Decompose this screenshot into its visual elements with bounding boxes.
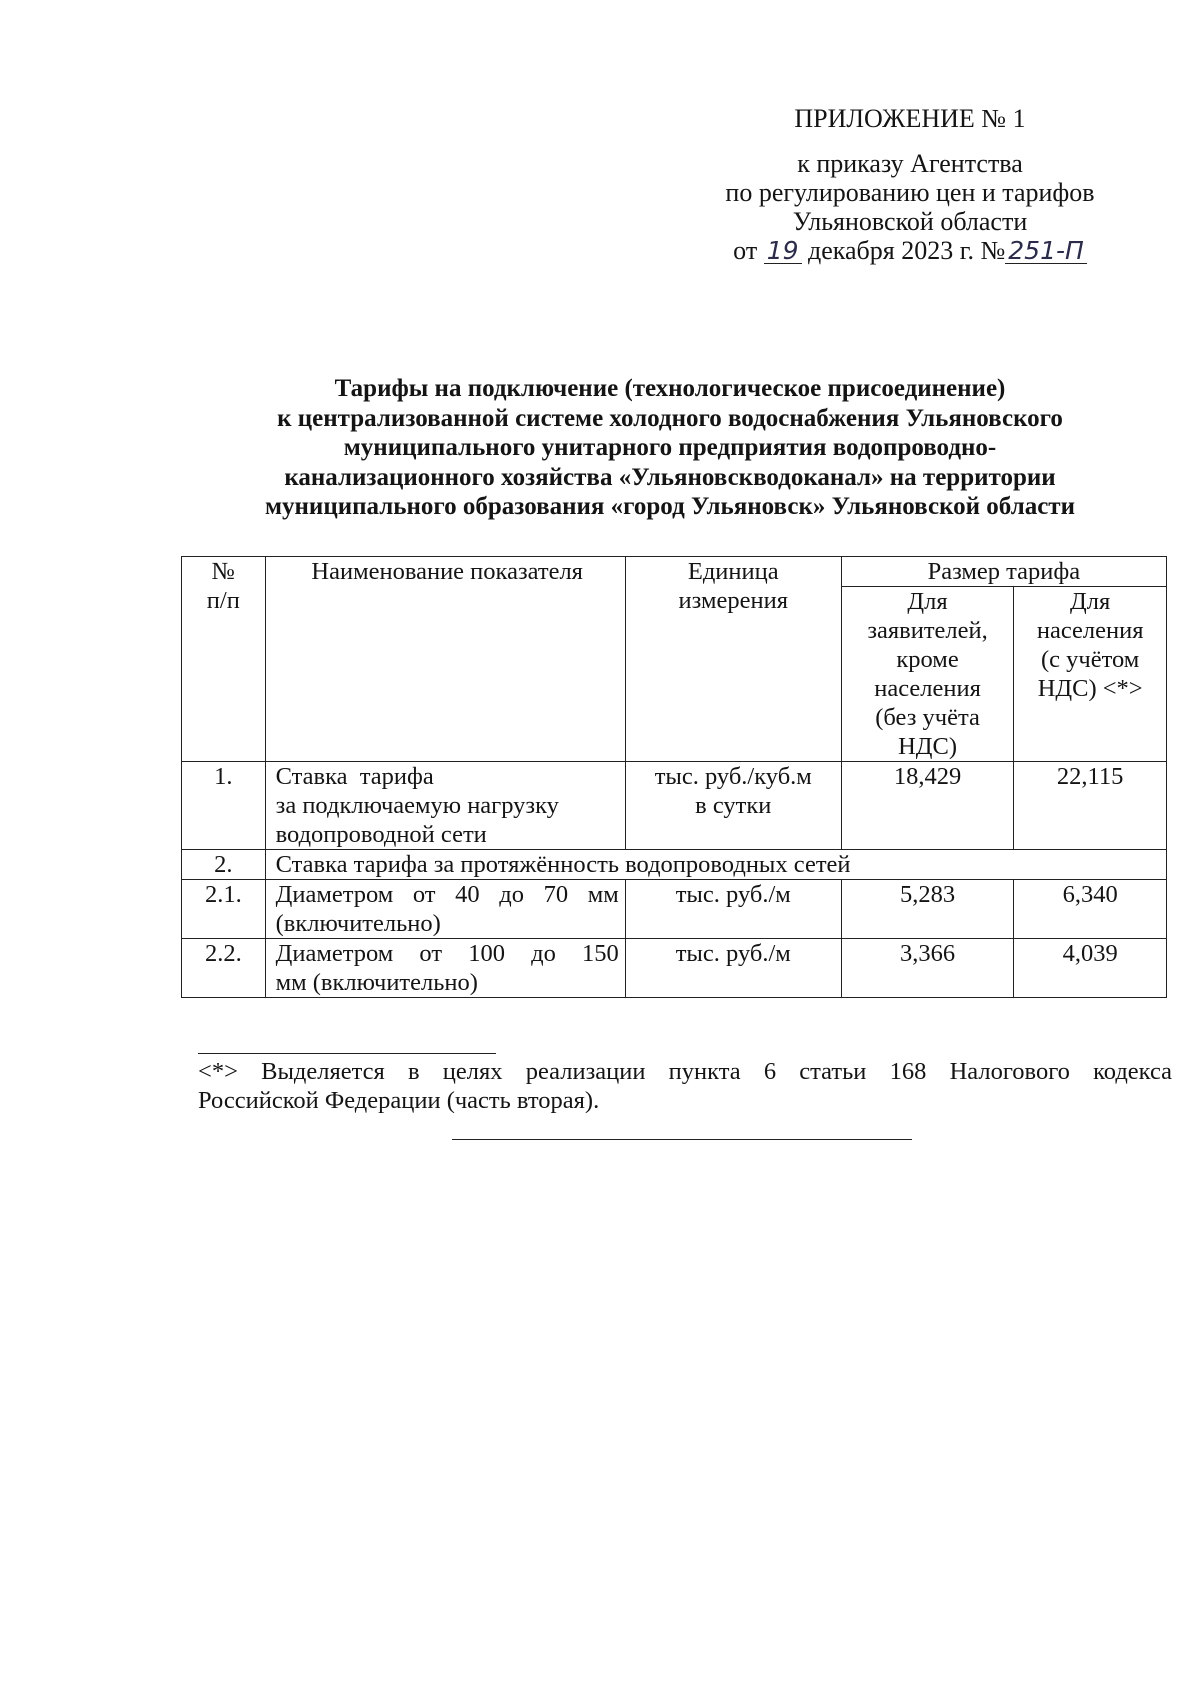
header-num-line: п/п xyxy=(206,587,240,614)
row-population-value: 6,340 xyxy=(1014,880,1167,939)
header-applicants-line: заявителей, xyxy=(867,617,988,644)
row-name-line: (включительно) xyxy=(275,910,441,937)
header-applicants xyxy=(841,587,1014,762)
table-row xyxy=(182,762,1167,850)
header-applicants-line: Для xyxy=(907,588,948,615)
end-of-document-rule xyxy=(452,1139,912,1140)
header-applicants-line: (без учёта xyxy=(875,704,980,731)
title-line: канализационного хозяйства «Ульяновскводоканал» на территории xyxy=(284,463,1056,491)
table-row xyxy=(182,939,1167,998)
row-name-line: Диаметром от 40 до 70 мм xyxy=(275,881,619,908)
header-name: Наименование показателя xyxy=(265,557,625,762)
row-population-value: 22,115 xyxy=(1014,762,1167,850)
title-line: муниципального образования «город Ульяновск» Ульяновской области xyxy=(264,493,1075,520)
row-name xyxy=(265,880,625,939)
row-name xyxy=(265,762,625,850)
tariff-table xyxy=(181,556,1167,998)
header-unit-line: Единица xyxy=(687,558,779,585)
document-title xyxy=(190,374,1150,522)
header-unit-line: измерения xyxy=(678,587,788,614)
row-unit-line: тыс. руб./куб.м xyxy=(654,763,812,790)
appendix-line-3: Ульяновской области xyxy=(792,207,1028,236)
header-applicants-line: кроме xyxy=(896,646,959,673)
appendix-header xyxy=(700,104,1120,265)
table-header-row xyxy=(182,557,1167,587)
header-population-line: населения xyxy=(1036,617,1144,644)
row-applicants-value: 18,429 xyxy=(841,762,1014,850)
appendix-line-2: по регулированию цен и тарифов xyxy=(725,178,1095,207)
date-middle: декабря 2023 г. № xyxy=(808,236,1006,265)
appendix-line-1: к приказу Агентства xyxy=(797,149,1023,178)
header-tariff-group: Размер тарифа xyxy=(841,557,1166,587)
footnote-separator xyxy=(198,1053,496,1054)
row-name xyxy=(265,939,625,998)
row-name-line: Диаметром от 100 до 150 xyxy=(275,940,619,967)
handwritten-day: 19 xyxy=(764,239,802,264)
header-population-line: (с учётом xyxy=(1041,646,1140,673)
footnote-line-2: Российской Федерации (часть вторая). xyxy=(198,1087,600,1114)
row-applicants-value: 3,366 xyxy=(841,939,1014,998)
header-num xyxy=(182,557,266,762)
row-unit xyxy=(625,939,841,998)
section-title: Ставка тарифа за протяжённость водопроводных сетей xyxy=(265,850,1166,880)
row-num: 1. xyxy=(182,762,266,850)
row-unit-line: тыс. руб./м xyxy=(675,881,791,908)
header-population-line: Для xyxy=(1070,588,1111,615)
handwritten-order-number: 251-П xyxy=(1005,239,1087,264)
footnote xyxy=(198,1057,1172,1115)
row-num: 2.2. xyxy=(182,939,266,998)
table-row xyxy=(182,880,1167,939)
header-unit xyxy=(625,557,841,762)
row-unit-line: в сутки xyxy=(695,792,772,819)
title-line: Тарифы на подключение (технологическое присоединение) xyxy=(334,375,1006,402)
row-name-line: за подключаемую нагрузку xyxy=(275,792,559,819)
footnote-line-1: <*> Выделяется в целях реализации пункта 6 статьи 168 Налогового кодекса xyxy=(198,1058,1172,1085)
title-line: муниципального унитарного предприятия водопроводно- xyxy=(343,434,997,461)
order-date-line xyxy=(700,236,1120,265)
title-line: к централизованной системе холодного водоснабжения Ульяновского xyxy=(277,404,1063,432)
row-population-value: 4,039 xyxy=(1014,939,1167,998)
row-num: 2. xyxy=(182,850,266,880)
row-unit-line: тыс. руб./м xyxy=(675,940,791,967)
row-name-line: Ставка тарифа xyxy=(275,763,434,790)
row-name-line: водопроводной сети xyxy=(275,821,487,848)
row-name-line: мм (включительно) xyxy=(275,969,478,996)
row-applicants-value: 5,283 xyxy=(841,880,1014,939)
appendix-title: ПРИЛОЖЕНИЕ № 1 xyxy=(794,104,1026,133)
row-unit xyxy=(625,762,841,850)
header-population-line: НДС) <*> xyxy=(1037,675,1143,702)
row-unit xyxy=(625,880,841,939)
header-num-line: № xyxy=(211,558,236,585)
date-prefix: от xyxy=(733,236,758,265)
header-applicants-line: населения xyxy=(874,675,981,702)
row-num: 2.1. xyxy=(182,880,266,939)
table-section-row xyxy=(182,850,1167,880)
header-applicants-line: НДС) xyxy=(898,733,957,760)
header-population xyxy=(1014,587,1167,762)
